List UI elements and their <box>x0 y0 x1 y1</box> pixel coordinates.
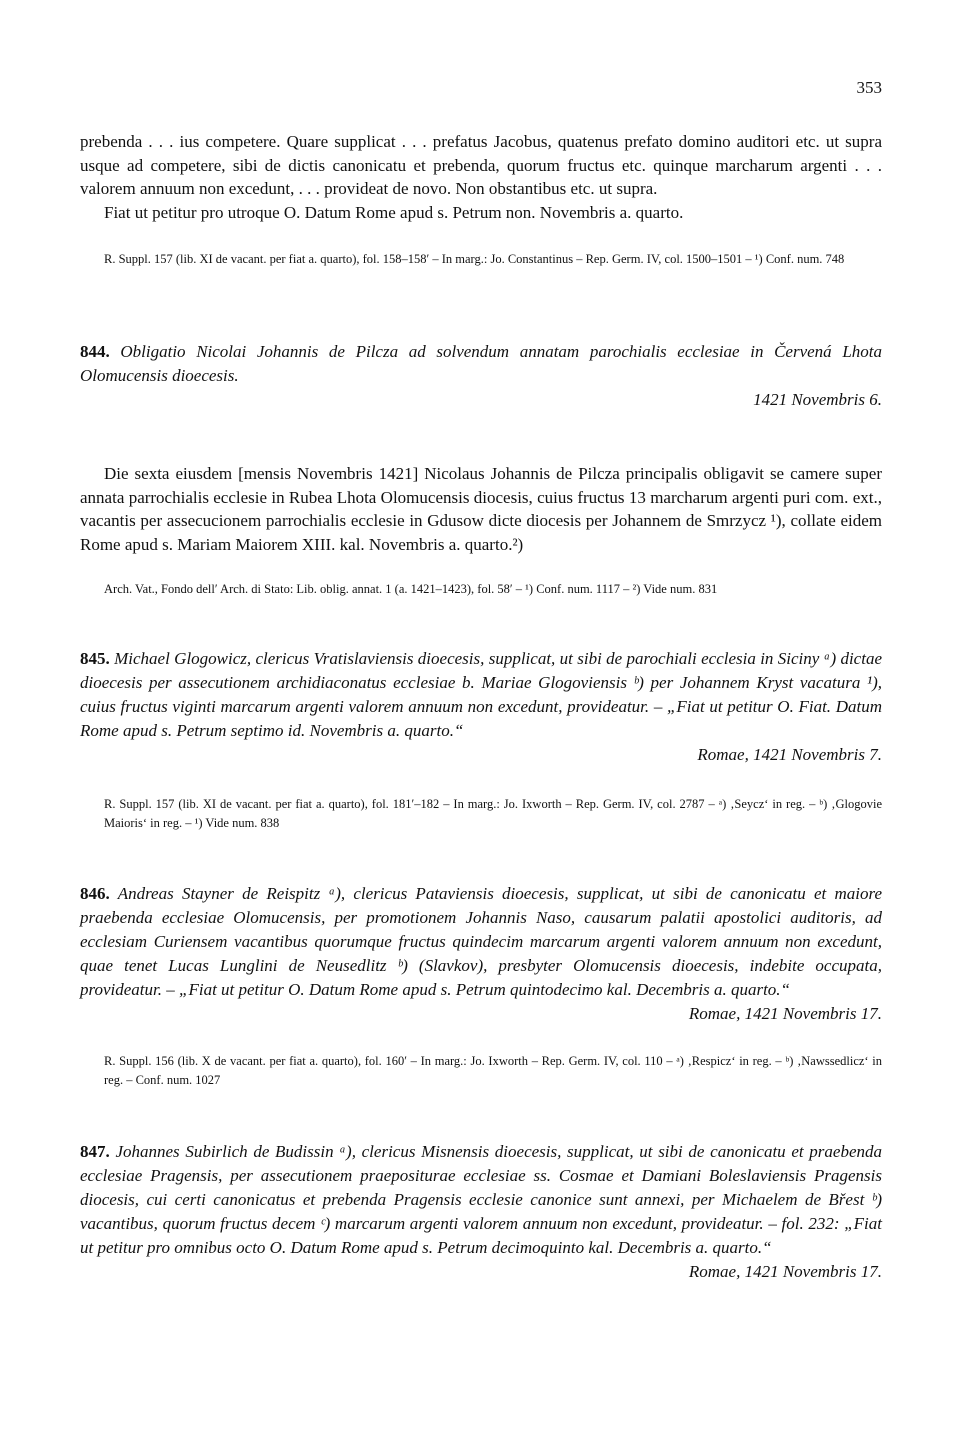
entry-number: 845. <box>80 649 110 668</box>
document-page <box>80 0 882 1447</box>
entry-heading <box>80 1140 882 1260</box>
entry-number: 847. <box>80 1142 110 1161</box>
continuation-fiat: Fiat ut petitur pro utroque O. Datum Rome apud s. Petrum non. Novembris a. quarto. <box>104 202 684 222</box>
entry-heading <box>80 340 882 388</box>
entry-date: 1421 Novembris 6. <box>753 390 882 409</box>
entry-846-note <box>80 1052 882 1090</box>
entry-844-note <box>80 580 882 599</box>
entry-heading <box>80 882 882 1002</box>
entry-date: Romae, 1421 Novembris 17. <box>688 1004 882 1023</box>
entry-heading <box>80 647 882 743</box>
continuation-text: prebenda . . . ius competere. Quare supplicat . . . prefatus Jacobus, quatenus prefato domino auditori etc. ut supra usque ad competere, sibi de dictis canonicatu et prebenda, quorum fructus etc. quinque marcharum argenti . . . valorem annuum non excedunt, . . . provideat de novo. Non obstantibus etc. ut supra. <box>80 132 882 198</box>
entry-heading-text: Michael Glogowicz, clericus Vratislaviensis dioecesis, supplicat, ut sibi de parochiali ecclesia in Siciny ᵃ) dictae dioecesis per assecutionem archidiaconatus ecclesiae b. Mariae Glogoviensis ᵇ) per Johannem Kryst vacatura ¹), cuius fructus viginti marcarum argenti valorem annuum non excedunt, provideatur. – „Fiat ut petitur O. Fiat. Datum Rome apud s. Petrum septimo id. Novembris a. quarto.“ <box>80 649 882 740</box>
continuation-block <box>80 130 882 224</box>
entry-date: Romae, 1421 Novembris 17. <box>688 1262 882 1281</box>
entry-heading-text: Andreas Stayner de Reispitz ᵃ), clericus Pataviensis dioecesis, supplicat, ut sibi de canonicatu et maiore praebenda ecclesiae Olomucensis, per promotionem Johannis Naso, causarum palatii apostolici auditoris, ad ecclesiam Curiensem vacantibus quorumque fructus quindecim marcarum argenti valorem annuum non excedunt, quae tenet Lucas Lunglini de Neusedlitz ᵇ) (Slavkov), presbyter Olomucensis dioecesis, indebite occupata, provideatur. – „Fiat ut petitur O. Datum Rome apud s. Petrum quintodecimo kal. Decembris a. quarto.“ <box>80 884 882 999</box>
entry-heading-text: Obligatio Nicolai Johannis de Pilcza ad solvendum annatam parochialis ecclesiae in Červená Lhota Olomucensis dioecesis. <box>80 342 882 385</box>
entry-number: 844. <box>80 342 110 361</box>
entry-844 <box>80 340 882 412</box>
entry-847 <box>80 1140 882 1284</box>
footnote-text: Arch. Vat., Fondo dell′ Arch. di Stato: Lib. oblig. annat. 1 (a. 1421–1423), fol. 58′ – ¹) Conf. num. 1117 – ²) Vide num. 831 <box>104 582 718 596</box>
footnote-text: R. Suppl. 156 (lib. X de vacant. per fiat a. quarto), fol. 160′ – In marg.: Jo. Ixworth – Rep. Germ. IV, col. 110 – ᵃ) ‚Respicz‘ in reg. – ᵇ) ‚Nawssedlicz‘ in reg. – Conf. num. 1027 <box>104 1054 882 1087</box>
entry-body-text: Die sexta eiusdem [mensis Novembris 1421] Nicolaus Johannis de Pilcza principalis obligavit se camere super annata parrochialis ecclesie in Rubea Lhota Olomucensis diocesis, cuius fructus 13 marcharum argenti puri com. ext., vacantis per assecucionem parrochialis ecclesie in Gdusow dicte diocesis per Johannem de Smrzycz ¹), collate eidem Rome apud s. Mariam Maiorem XIII. kal. Novembris a. quarto.²) <box>80 464 882 554</box>
entry-845 <box>80 647 882 767</box>
footnote-text: R. Suppl. 157 (lib. XI de vacant. per fiat a. quarto), fol. 158–158′ – In marg.: Jo. Constantinus – Rep. Germ. IV, col. 1500–1501 – ¹) Conf. num. 748 <box>104 252 845 266</box>
continuation-note <box>80 250 882 269</box>
entry-date: Romae, 1421 Novembris 7. <box>697 745 882 764</box>
entry-845-note <box>80 795 882 833</box>
entry-heading-text: Johannes Subirlich de Budissin ᵃ), clericus Misnensis dioecesis, supplicat, ut sibi de canonicatu et praebenda ecclesiae Pragensis, per assecutionem praepositurae ecclesiae ss. Cosmae et Damiani Boleslaviensis Pragensis diocesis, cui certi canonicatus et prebenda Pragensis ecclesie canonice sunt annexi, per Michaelem de Břest ᵇ) vacantibus, quorum fructus decem ᶜ) marcarum argenti valorem annuum non excedunt, provideatur. – fol. 232: „Fiat ut petitur pro omnibus octo O. Datum Rome apud s. Petrum decimoquinto kal. Decembris a. quarto.“ <box>80 1142 883 1257</box>
entry-number: 846. <box>80 884 110 903</box>
footnote-text: R. Suppl. 157 (lib. XI de vacant. per fiat a. quarto), fol. 181′–182 – In marg.: Jo. Ixworth – Rep. Germ. IV, col. 2787 – ᵃ) ‚Seycz‘ in reg. – ᵇ) ‚Glogovie Maioris‘ in reg. – ¹) Vide num. 838 <box>104 797 882 830</box>
entry-844-body <box>80 462 882 556</box>
page-number: 353 <box>856 78 882 97</box>
entry-846 <box>80 882 882 1026</box>
